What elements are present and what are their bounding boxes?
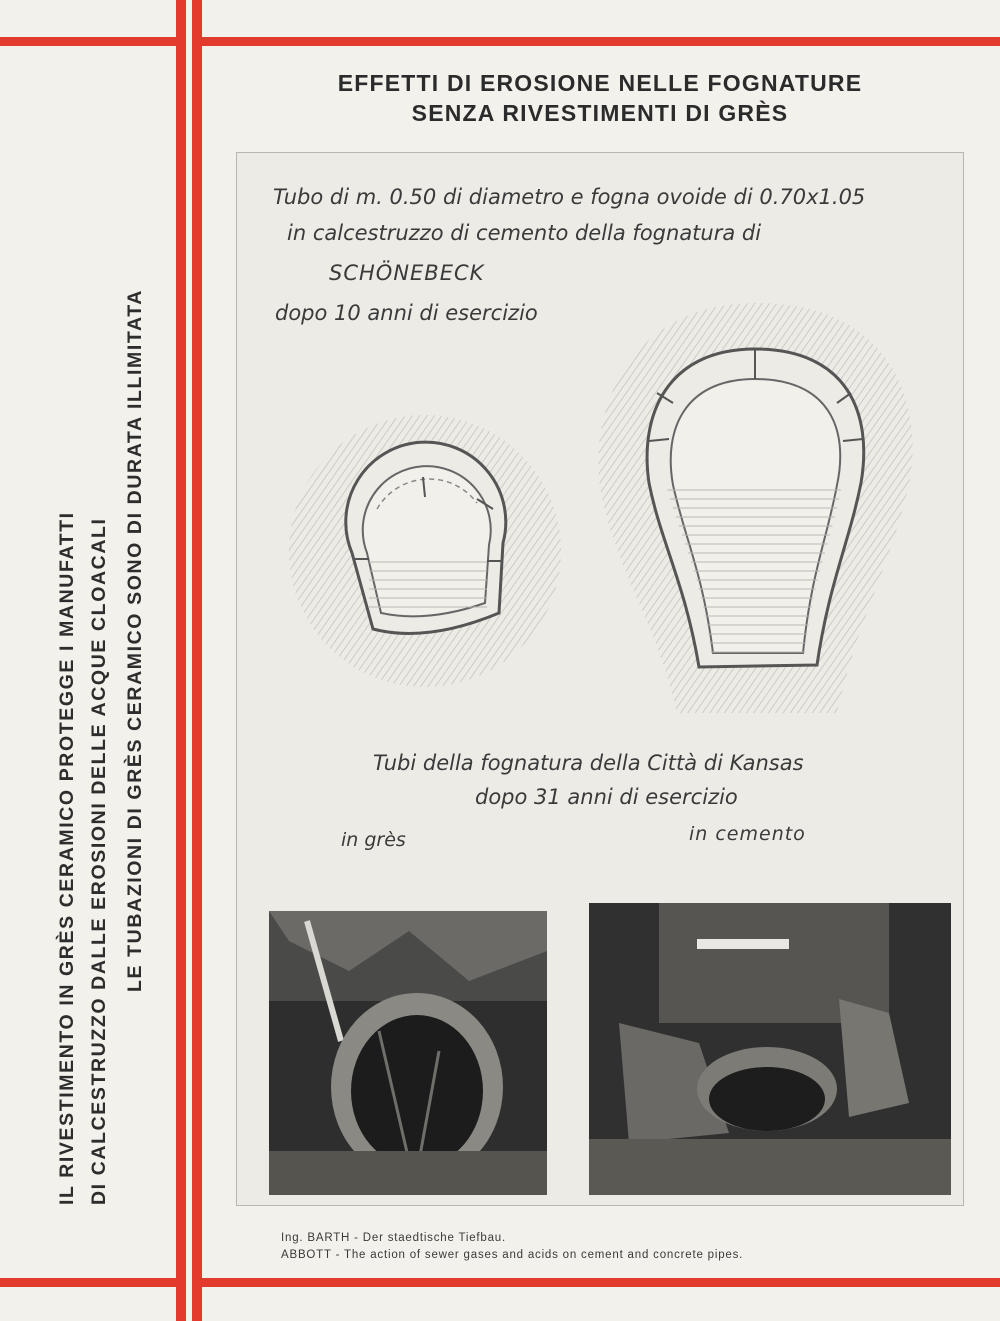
title-line-2: SENZA RIVESTIMENTI DI GRÈS: [411, 100, 789, 126]
sidebar-line-1: IL RIVESTIMENTO IN GRÈS CERAMICO PROTEGGE I MANUFATTI: [56, 511, 78, 1205]
red-stripe-top: [0, 37, 1000, 46]
caption-duration: dopo 10 anni di esercizio: [275, 301, 538, 325]
caption-kansas-duration: dopo 31 anni di esercizio: [475, 785, 738, 809]
red-stripe-left-inner: [192, 0, 202, 1321]
photo-cemento-drawing: [589, 903, 951, 1195]
sidebar-line-2: DI CALCESTRUZZO DALLE EROSIONI DELLE ACQUE CLOACALI: [88, 517, 110, 1205]
caption-material: in calcestruzzo di cemento della fognatura di: [287, 221, 762, 245]
caption-diameter: Tubo di m. 0.50 di diametro e fogna ovoide di 0.70x1.05: [273, 185, 866, 209]
reference-abbott: ABBOTT - The action of sewer gases and acids on cement and concrete pipes.: [281, 1249, 744, 1261]
circular-pipe-section: [289, 415, 561, 687]
references: [281, 1230, 743, 1264]
stripe-gap: [186, 0, 192, 1321]
ovoid-sewer-section: [598, 303, 912, 713]
illustration-plate: [236, 152, 964, 1206]
reference-barth: Ing. BARTH - Der staedtische Tiefbau.: [281, 1232, 506, 1244]
caption-kansas: Tubi della fognatura della Città di Kansas: [373, 751, 804, 775]
title-line-1: EFFETTI DI EROSIONE NELLE FOGNATURE: [337, 70, 863, 96]
label-cemento: in cemento: [689, 823, 806, 845]
photo-gres-drawing: [269, 911, 547, 1195]
label-gres: in grès: [341, 829, 406, 851]
red-stripe-bottom: [0, 1278, 1000, 1287]
red-stripe-left-outer: [176, 0, 186, 1321]
caption-city: SCHÖNEBECK: [329, 261, 485, 285]
page-title: [240, 68, 960, 128]
sidebar-line-3: LE TUBAZIONI DI GRÈS CERAMICO SONO DI DURATA ILLIMITATA: [124, 289, 146, 992]
